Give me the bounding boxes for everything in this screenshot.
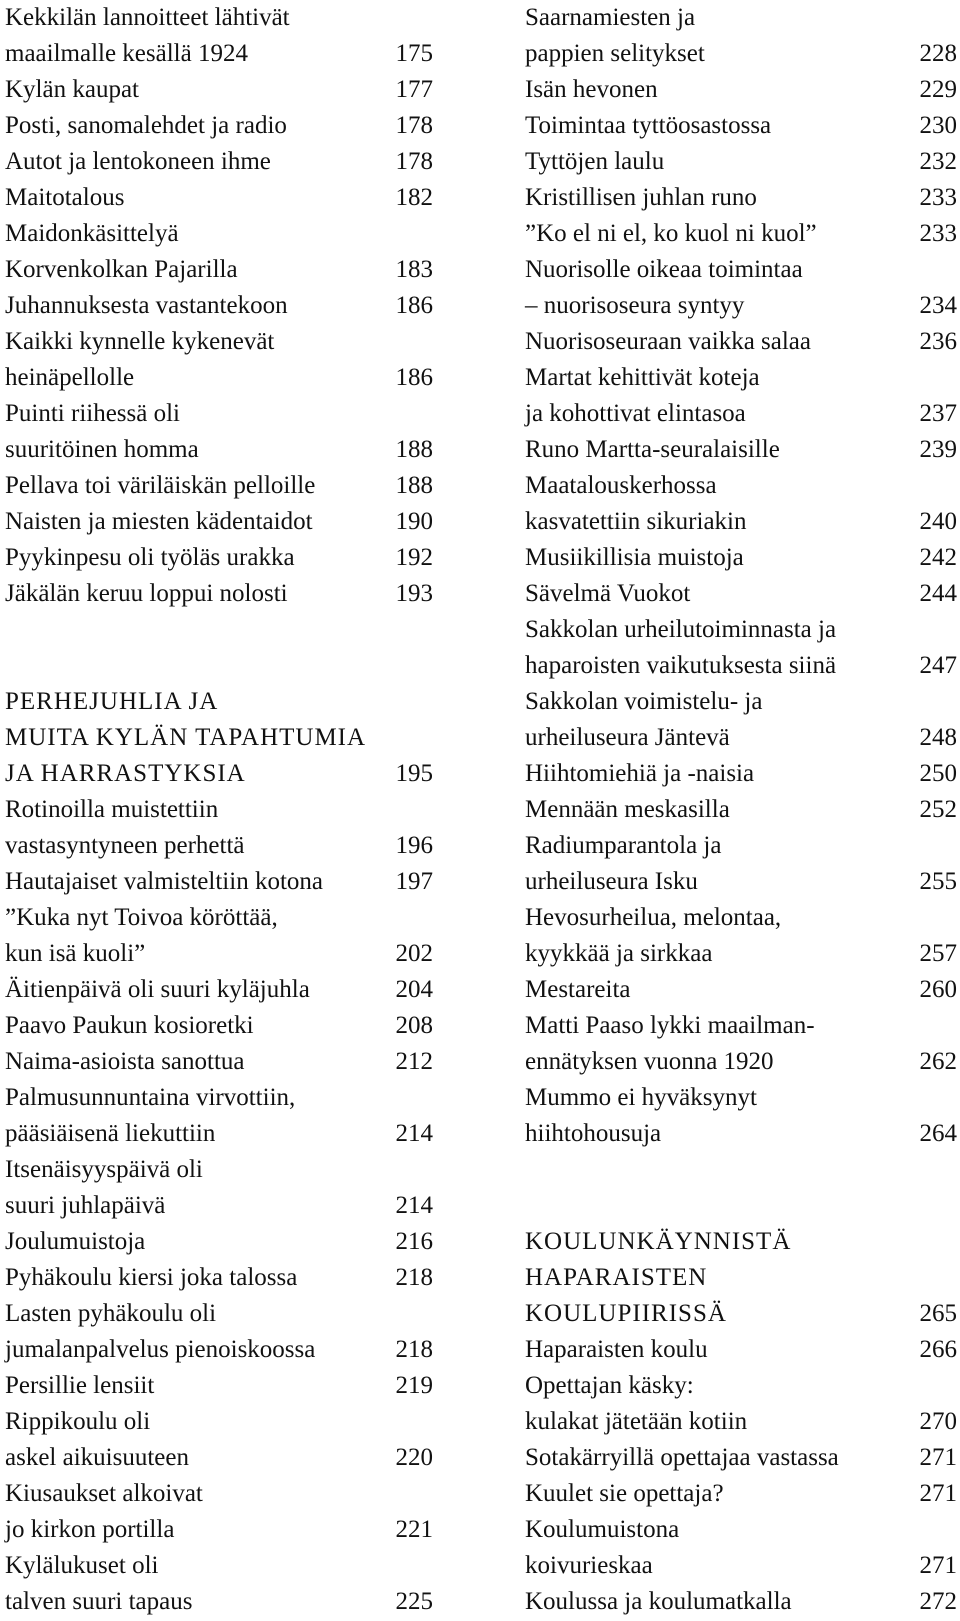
page-number: 178 xyxy=(395,112,433,139)
toc-entry xyxy=(525,756,957,792)
page-number: 237 xyxy=(919,400,957,427)
entry-title: urheiluseura Jäntevä xyxy=(525,724,730,751)
entry-title: Itsenäisyyspäivä oli xyxy=(5,1156,203,1183)
entry-title: hiihtohousuja xyxy=(525,1120,662,1147)
page-number: 265 xyxy=(919,1300,957,1327)
page-number: 219 xyxy=(395,1372,433,1399)
entry-title: heinäpellolle xyxy=(5,364,135,391)
toc-entry xyxy=(5,504,433,540)
page-number: 186 xyxy=(395,364,433,391)
entry-title: Persillie lensiit xyxy=(5,1372,155,1399)
entry-title: ennätyksen vuonna 1920 xyxy=(525,1048,774,1075)
entry-title: Nuorisolle oikeaa toimintaa xyxy=(525,256,803,283)
page-number: 214 xyxy=(395,1120,433,1147)
entry-title: Naisten ja miesten kädentaidot xyxy=(5,508,313,535)
toc-entry xyxy=(525,1368,957,1404)
entry-title: Martat kehittivät koteja xyxy=(525,364,760,391)
toc-entry xyxy=(525,288,957,324)
entry-title: jumalanpalvelus pienoiskoossa xyxy=(5,1336,316,1363)
toc-entry xyxy=(525,1512,957,1548)
entry-title: Kiusaukset alkoivat xyxy=(5,1480,203,1507)
page-number: 196 xyxy=(395,832,433,859)
entry-title: Lasten pyhäkoulu oli xyxy=(5,1300,217,1327)
toc-entry xyxy=(5,1440,433,1476)
page-number: 236 xyxy=(919,328,957,355)
toc-entry xyxy=(525,864,957,900)
toc-entry xyxy=(5,180,433,216)
entry-title: Kaikki kynnelle kykenevät xyxy=(5,328,275,355)
toc-entry xyxy=(5,1584,433,1620)
toc-entry xyxy=(525,1476,957,1512)
blank-line xyxy=(525,1152,957,1188)
toc-entry xyxy=(5,1368,433,1404)
page-number: 262 xyxy=(919,1048,957,1075)
toc-entry xyxy=(525,216,957,252)
entry-title: Äitienpäivä oli suuri kyläjuhla xyxy=(5,976,310,1003)
toc-left-column xyxy=(5,0,433,1620)
entry-title: pappien selitykset xyxy=(525,40,705,67)
toc-entry xyxy=(525,936,957,972)
entry-title: Nuorisoseuraan vaikka salaa xyxy=(525,328,811,355)
page-number: 216 xyxy=(395,1228,433,1255)
entry-title: suuritöinen homma xyxy=(5,436,199,463)
entry-title: JA HARRASTYKSIA xyxy=(5,760,246,787)
toc-entry xyxy=(5,900,433,936)
entry-title: PERHEJUHLIA JA xyxy=(5,688,219,715)
entry-title: kasvatettiin sikuriakin xyxy=(525,508,747,535)
page-number: 272 xyxy=(919,1588,957,1615)
entry-title: Matti Paaso lykki maailman- xyxy=(525,1012,815,1039)
toc-entry xyxy=(5,1296,433,1332)
blank-line xyxy=(5,648,433,684)
page-number: 195 xyxy=(395,760,433,787)
page-number: 270 xyxy=(919,1408,957,1435)
page-number: 208 xyxy=(395,1012,433,1039)
entry-title: Sakkolan urheilutoiminnasta ja xyxy=(525,616,837,643)
toc-entry xyxy=(525,1584,957,1620)
entry-title: vastasyntyneen perhettä xyxy=(5,832,245,859)
page-number: 266 xyxy=(919,1336,957,1363)
toc-entry xyxy=(525,720,957,756)
section-heading xyxy=(525,1224,957,1260)
page-number: 193 xyxy=(395,580,433,607)
toc-entry xyxy=(5,432,433,468)
section-heading xyxy=(5,720,433,756)
entry-title: askel aikuisuuteen xyxy=(5,1444,189,1471)
toc-entry xyxy=(5,828,433,864)
blank-line xyxy=(525,1188,957,1224)
section-heading xyxy=(5,684,433,720)
toc-entry xyxy=(525,252,957,288)
entry-title: Sävelmä Vuokot xyxy=(525,580,691,607)
toc-entry xyxy=(525,1008,957,1044)
toc-entry xyxy=(5,1188,433,1224)
toc-entry xyxy=(525,504,957,540)
toc-entry xyxy=(5,468,433,504)
page-number: 250 xyxy=(919,760,957,787)
entry-title: Pyykinpesu oli työläs urakka xyxy=(5,544,295,571)
toc-entry xyxy=(5,1008,433,1044)
page-number: 183 xyxy=(395,256,433,283)
entry-title: Naima-asioista sanottua xyxy=(5,1048,245,1075)
toc-entry xyxy=(525,1404,957,1440)
entry-title: kun isä kuoli” xyxy=(5,940,146,967)
page-number: 244 xyxy=(919,580,957,607)
toc-entry xyxy=(525,972,957,1008)
toc-entry xyxy=(5,972,433,1008)
toc-entry xyxy=(525,468,957,504)
page-number: 221 xyxy=(395,1516,433,1543)
entry-title: Pellava toi väriläiskän pelloille xyxy=(5,472,316,499)
toc-entry xyxy=(5,144,433,180)
page-number: 218 xyxy=(395,1264,433,1291)
entry-title: suuri juhlapäivä xyxy=(5,1192,166,1219)
entry-title: Mennään meskasilla xyxy=(525,796,730,823)
entry-title: jo kirkon portilla xyxy=(5,1516,175,1543)
toc-entry xyxy=(5,576,433,612)
toc-entry xyxy=(5,1260,433,1296)
entry-title: KOULUNKÄYNNISTÄ xyxy=(525,1228,792,1255)
section-heading xyxy=(5,756,433,792)
entry-title: Hautajaiset valmisteltiin kotona xyxy=(5,868,323,895)
toc-entry xyxy=(5,252,433,288)
entry-title: Toimintaa tyttöosastossa xyxy=(525,112,772,139)
toc-entry xyxy=(5,36,433,72)
entry-title: Musiikillisia muistoja xyxy=(525,544,744,571)
entry-title: – nuorisoseura syntyy xyxy=(525,292,745,319)
entry-title: Opettajan käsky: xyxy=(525,1372,694,1399)
toc-entry xyxy=(5,1152,433,1188)
entry-title: haparoisten vaikutuksesta siinä xyxy=(525,652,837,679)
entry-title: Autot ja lentokoneen ihme xyxy=(5,148,271,175)
entry-title: Palmusunnuntaina virvottiin, xyxy=(5,1084,296,1111)
toc-entry xyxy=(5,396,433,432)
page-number: 225 xyxy=(395,1588,433,1615)
entry-title: Runo Martta-seuralaisille xyxy=(525,436,780,463)
toc-entry xyxy=(5,792,433,828)
toc-entry xyxy=(525,684,957,720)
entry-title: HAPARAISTEN xyxy=(525,1264,708,1291)
page-number: 204 xyxy=(395,976,433,1003)
page-number: 239 xyxy=(919,436,957,463)
blank-line xyxy=(5,612,433,648)
toc-entry xyxy=(525,1044,957,1080)
toc-entry xyxy=(5,288,433,324)
entry-title: maailmalle kesällä 1924 xyxy=(5,40,248,67)
toc-entry xyxy=(5,108,433,144)
toc-entry xyxy=(525,900,957,936)
toc-entry xyxy=(525,1332,957,1368)
page-number: 192 xyxy=(395,544,433,571)
page-number: 233 xyxy=(919,220,957,247)
entry-title: talven suuri tapaus xyxy=(5,1588,193,1615)
entry-title: Maidonkäsittelyä xyxy=(5,220,179,247)
entry-title: Koulussa ja koulumatkalla xyxy=(525,1588,792,1615)
page-number: 197 xyxy=(395,868,433,895)
toc-entry xyxy=(5,1080,433,1116)
page-number: 220 xyxy=(395,1444,433,1471)
page-number: 264 xyxy=(919,1120,957,1147)
page-number: 242 xyxy=(919,544,957,571)
entry-title: Haparaisten koulu xyxy=(525,1336,708,1363)
page-number: 233 xyxy=(919,184,957,211)
entry-title: koivurieskaa xyxy=(525,1552,653,1579)
section-heading xyxy=(525,1296,957,1332)
page-number: 234 xyxy=(919,292,957,319)
page-number: 230 xyxy=(919,112,957,139)
toc-entry xyxy=(5,1044,433,1080)
toc-entry xyxy=(525,648,957,684)
toc-entry xyxy=(525,612,957,648)
toc-entry xyxy=(5,72,433,108)
toc-entry xyxy=(525,180,957,216)
page-number: 186 xyxy=(395,292,433,319)
entry-title: Isän hevonen xyxy=(525,76,658,103)
entry-title: Jäkälän keruu loppui nolosti xyxy=(5,580,288,607)
entry-title: Kylän kaupat xyxy=(5,76,139,103)
page-number: 257 xyxy=(919,940,957,967)
entry-title: Tyttöjen laulu xyxy=(525,148,665,175)
entry-title: Koulumuistona xyxy=(525,1516,680,1543)
toc-entry xyxy=(525,1080,957,1116)
page-number: 188 xyxy=(395,472,433,499)
entry-title: Kristillisen juhlan runo xyxy=(525,184,757,211)
entry-title: Mummo ei hyväksynyt xyxy=(525,1084,757,1111)
toc-entry xyxy=(5,1548,433,1584)
toc-entry xyxy=(5,1224,433,1260)
entry-title: KOULUPIIRISSÄ xyxy=(525,1300,727,1327)
entry-title: ja kohottivat elintasoa xyxy=(525,400,746,427)
page-number: 175 xyxy=(395,40,433,67)
page-number: 177 xyxy=(395,76,433,103)
page-number: 202 xyxy=(395,940,433,967)
entry-title: Mestareita xyxy=(525,976,631,1003)
page-number: 232 xyxy=(919,148,957,175)
toc-entry xyxy=(525,0,957,36)
page-number: 228 xyxy=(919,40,957,67)
entry-title: Hevosurheilua, melontaa, xyxy=(525,904,782,931)
toc-entry xyxy=(525,576,957,612)
entry-title: urheiluseura Isku xyxy=(525,868,698,895)
entry-title: ”Ko el ni el, ko kuol ni kuol” xyxy=(525,220,817,247)
page-number: 218 xyxy=(395,1336,433,1363)
entry-title: Paavo Paukun kosioretki xyxy=(5,1012,254,1039)
entry-title: Korvenkolkan Pajarilla xyxy=(5,256,238,283)
toc-entry xyxy=(525,792,957,828)
entry-title: Radiumparantola ja xyxy=(525,832,722,859)
page-number: 255 xyxy=(919,868,957,895)
entry-title: Hiihtomiehiä ja -naisia xyxy=(525,760,755,787)
toc-entry xyxy=(525,144,957,180)
entry-title: MUITA KYLÄN TAPAHTUMIA xyxy=(5,724,367,751)
page-number: 182 xyxy=(395,184,433,211)
toc-entry xyxy=(5,936,433,972)
entry-title: pääsiäisenä liekuttiin xyxy=(5,1120,216,1147)
entry-title: ”Kuka nyt Toivoa köröttää, xyxy=(5,904,278,931)
page-number: 271 xyxy=(919,1480,957,1507)
page-number: 240 xyxy=(919,508,957,535)
entry-title: Puinti riihessä oli xyxy=(5,400,180,427)
toc-entry xyxy=(525,396,957,432)
page-number: 214 xyxy=(395,1192,433,1219)
toc-right-column xyxy=(525,0,957,1620)
toc-entry xyxy=(525,828,957,864)
entry-title: Rotinoilla muistettiin xyxy=(5,796,219,823)
entry-title: kyykkää ja sirkkaa xyxy=(525,940,713,967)
page-number: 212 xyxy=(395,1048,433,1075)
section-heading xyxy=(525,1260,957,1296)
entry-title: Sotakärryillä opettajaa vastassa xyxy=(525,1444,839,1471)
page-number: 178 xyxy=(395,148,433,175)
entry-title: Kuulet sie opettaja? xyxy=(525,1480,724,1507)
page-number: 190 xyxy=(395,508,433,535)
entry-title: Joulumuistoja xyxy=(5,1228,146,1255)
entry-title: Maatalouskerhossa xyxy=(525,472,717,499)
entry-title: Sakkolan voimistelu- ja xyxy=(525,688,763,715)
toc-entry xyxy=(5,1332,433,1368)
toc-entry xyxy=(525,1440,957,1476)
toc-entry xyxy=(525,360,957,396)
entry-title: kulakat jätetään kotiin xyxy=(525,1408,748,1435)
toc-entry xyxy=(5,216,433,252)
page-number: 247 xyxy=(919,652,957,679)
toc-entry xyxy=(525,1116,957,1152)
entry-title: Kekkilän lannoitteet lähtivät xyxy=(5,4,290,31)
entry-title: Juhannuksesta vastantekoon xyxy=(5,292,288,319)
toc-entry xyxy=(5,1476,433,1512)
toc-entry xyxy=(5,324,433,360)
toc-entry xyxy=(525,324,957,360)
toc-entry xyxy=(525,36,957,72)
entry-title: Pyhäkoulu kiersi joka talossa xyxy=(5,1264,298,1291)
page-number: 252 xyxy=(919,796,957,823)
toc-entry xyxy=(525,72,957,108)
toc-entry xyxy=(5,1512,433,1548)
toc-entry xyxy=(5,1404,433,1440)
entry-title: Kylälukuset oli xyxy=(5,1552,159,1579)
page-number: 271 xyxy=(919,1552,957,1579)
toc-entry xyxy=(5,1116,433,1152)
entry-title: Saarnamiesten ja xyxy=(525,4,696,31)
entry-title: Maitotalous xyxy=(5,184,125,211)
entry-title: Rippikoulu oli xyxy=(5,1408,151,1435)
toc-entry xyxy=(5,360,433,396)
page-number: 188 xyxy=(395,436,433,463)
page-number: 260 xyxy=(919,976,957,1003)
toc-entry xyxy=(525,540,957,576)
toc-entry xyxy=(5,0,433,36)
toc-entry xyxy=(5,540,433,576)
entry-title: Posti, sanomalehdet ja radio xyxy=(5,112,287,139)
page-number: 248 xyxy=(919,724,957,751)
toc-entry xyxy=(525,1548,957,1584)
toc-entry xyxy=(5,864,433,900)
toc-entry xyxy=(525,432,957,468)
toc-entry xyxy=(525,108,957,144)
page-number: 271 xyxy=(919,1444,957,1471)
page-number: 229 xyxy=(919,76,957,103)
